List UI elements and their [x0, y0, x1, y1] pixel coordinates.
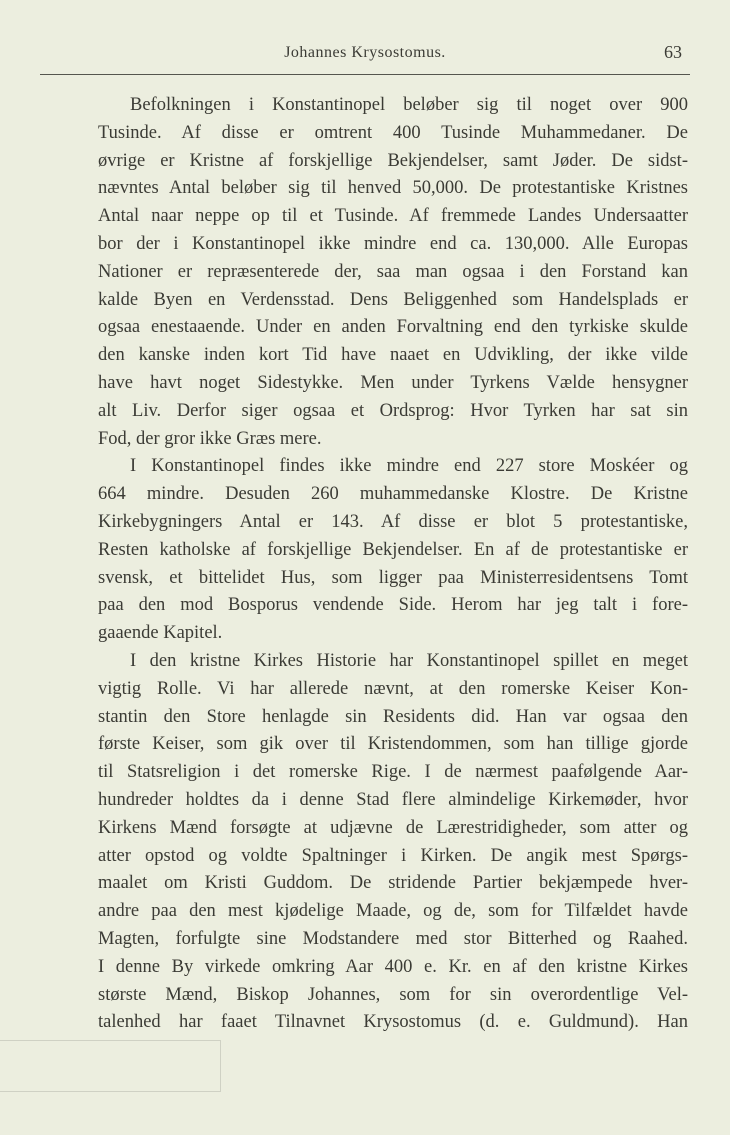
text-line: Magten, forfulgte sine Modstandere med stor Bitterhed og Raahed. — [98, 928, 688, 949]
text-line: 664 mindre. Desuden 260 muhammedanske Klostre. De Kristne — [98, 484, 688, 505]
text-line: Tusinde. Af disse er omtrent 400 Tusinde Muhammedaner. De — [98, 122, 688, 143]
running-title: Johannes Krysostomus. — [284, 44, 446, 61]
text-line: bor der i Konstantinopel ikke mindre end ca. 130,000. Alle Europas — [98, 233, 688, 254]
paragraph — [98, 648, 688, 1037]
page-number: 63 — [664, 42, 682, 62]
text-line: Kirkens Mænd forsøgte at udjævne de Lærestridigheder, som atter og — [98, 817, 688, 838]
text-line: Resten katholske af forskjellige Bekjendelser. En af de protestantiske er — [98, 539, 688, 560]
paragraph — [98, 453, 688, 648]
paragraph — [98, 92, 688, 453]
text-line: svensk, et bittelidet Hus, som ligger paa Ministerresidentsens Tomt — [98, 567, 688, 588]
page-body — [98, 92, 688, 1037]
text-line: største Mænd, Biskop Johannes, som for sin overordentlige Vel- — [98, 984, 688, 1005]
text-line: I denne By virkede omkring Aar 400 e. Kr. en af den kristne Kirkes — [98, 956, 688, 977]
text-line: have havt noget Sidestykke. Men under Tyrkens Vælde hensygner — [98, 372, 688, 393]
scan-artifact-box — [0, 1040, 221, 1092]
text-line: paa den mod Bosporus vendende Side. Herom har jeg talt i fore- — [98, 595, 688, 616]
text-line: til Statsreligion i det romerske Rige. I de nærmest paafølgende Aar- — [98, 762, 688, 783]
text-line: maalet om Kristi Guddom. De stridende Partier bekjæmpede hver- — [98, 873, 688, 894]
text-line: talenhed har faaet Tilnavnet Krysostomus (d. e. Guldmund). Han — [98, 1012, 688, 1033]
text-line: andre paa den mest kjødelige Maade, og de, som for Tilfældet havde — [98, 901, 688, 922]
text-line: Fod, der gror ikke Græs mere. — [98, 428, 322, 449]
text-line: Nationer er repræsenterede der, saa man ogsaa i den Forstand kan — [98, 261, 688, 282]
text-line: Antal naar neppe op til et Tusinde. Af fremmede Landes Undersaatter — [98, 206, 688, 227]
text-line: I Konstantinopel findes ikke mindre end 227 store Moskéer og — [130, 456, 688, 477]
text-line: vigtig Rolle. Vi har allerede nævnt, at den romerske Keiser Kon- — [98, 678, 688, 699]
text-line: Befolkningen i Konstantinopel beløber sig til noget over 900 — [130, 95, 688, 115]
text-line: øvrige er Kristne af forskjellige Bekjendelser, samt Jøder. De sidst- — [98, 150, 688, 171]
text-line: første Keiser, som gik over til Kristendommen, som han tillige gjorde — [98, 734, 688, 755]
header-rule — [40, 74, 690, 75]
text-line: den kanske inden kort Tid have naaet en Udvikling, der ikke vilde — [98, 345, 688, 366]
text-line: stantin den Store henlagde sin Residents did. Han var ogsaa den — [98, 706, 688, 727]
text-line: atter opstod og voldte Spaltninger i Kirken. De angik mest Spørgs- — [98, 845, 688, 866]
text-line: alt Liv. Derfor siger ogsaa et Ordsprog: Hvor Tyrken har sat sin — [98, 400, 688, 421]
text-line: hundreder holdtes da i denne Stad flere almindelige Kirkemøder, hvor — [98, 789, 688, 810]
running-header — [40, 40, 690, 70]
text-line: kalde Byen en Verdensstad. Dens Beliggenhed som Handelsplads er — [98, 289, 688, 310]
text-line: nævntes Antal beløber sig til henved 50,000. De protestantiske Kristnes — [98, 178, 688, 199]
text-line: I den kristne Kirkes Historie har Konstantinopel spillet en meget — [130, 650, 688, 671]
text-line: ogsaa enestaaende. Under en anden Forvaltning end den tyrkiske skulde — [98, 317, 688, 338]
text-line: gaaende Kapitel. — [98, 623, 223, 644]
text-line: Kirkebygningers Antal er 143. Af disse er blot 5 protestantiske, — [98, 511, 688, 532]
